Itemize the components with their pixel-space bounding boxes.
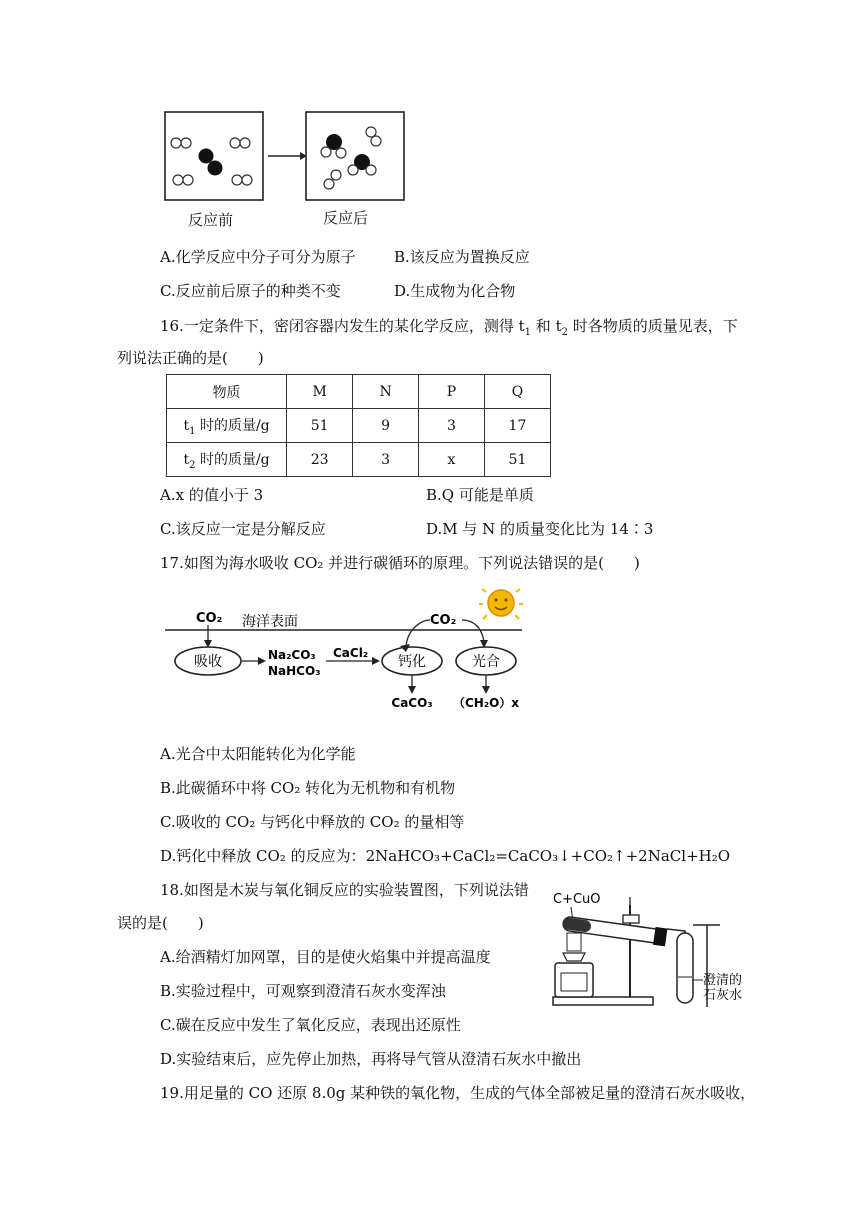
q18-option-d: D.实验结束后，应先停止加热，再将导气管从澄清石灰水中撤出: [160, 1050, 582, 1068]
q16-mass-table: [166, 374, 551, 477]
table-cell: 51: [484, 443, 550, 477]
after-box: [306, 112, 404, 200]
row-label: $t_1$ 时的质量/g: [167, 409, 287, 443]
table-row: [167, 443, 551, 477]
caco3-label: CaCO₃: [391, 696, 433, 710]
table-cell: x: [419, 443, 485, 477]
photosynthesis-node: 光合: [472, 654, 500, 670]
table-header-row: [167, 375, 551, 409]
calcify-node: 钙化: [398, 654, 426, 670]
q15-option-a: A.化学反应中分子可分为原子: [160, 248, 356, 266]
header-cell: 物质: [167, 375, 287, 409]
table-cell: 23: [287, 443, 353, 477]
before-caption: 反应前: [188, 211, 234, 229]
q17-option-d: D.钙化中释放 CO₂ 的反应为：2NaHCO₃+CaCl₂=CaCO₃↓+CO₂↑+2NaCl+H₂O: [160, 847, 731, 865]
table-cell: 3: [353, 443, 419, 477]
q17-option-c: C.吸收的 CO₂ 与钙化中释放的 CO₂ 的量相等: [160, 813, 465, 831]
q18-stem: 18.如图是木炭与氧化铜反应的实验装置图，下列说法错: [160, 881, 529, 899]
header-cell: Q: [484, 375, 550, 409]
q18-option-c: C.碳在反应中发生了氧化反应，表现出还原性: [160, 1016, 461, 1034]
q18-option-a: A.给酒精灯加网罩，目的是使火焰集中并提高温度: [160, 948, 491, 966]
q16-stem-line2: 列说法正确的是( ): [117, 349, 264, 367]
sun-icon: [479, 586, 523, 619]
before-box: [165, 112, 263, 200]
limewater-label-1: 澄清的: [703, 973, 743, 988]
row-label: $t_2$ 时的质量/g: [167, 443, 287, 477]
ocean-surface-label: 海洋表面: [242, 614, 298, 630]
carbon-cycle-diagram: [160, 586, 540, 726]
c-cuo-label: C+CuO: [553, 892, 601, 907]
after-caption: 反应后: [323, 209, 369, 227]
header-cell: M: [287, 375, 353, 409]
table-cell: 17: [484, 409, 550, 443]
table-row: [167, 409, 551, 443]
apparatus-diagram: [545, 885, 755, 1015]
q16-option-b: B.Q 可能是单质: [426, 486, 534, 504]
q19-stem: 19.用足量的 CO 还原 8.0g 某种铁的氧化物，生成的气体全部被足量的澄清石灰水吸收，: [160, 1084, 756, 1102]
q17-option-b: B.此碳循环中将 CO₂ 转化为无机物和有机物: [160, 779, 456, 797]
wire-gauze: [567, 933, 581, 951]
na2co3-label: Na₂CO₃: [268, 648, 316, 662]
q17-stem: 17.如图为海水吸收 CO₂ 并进行碳循环的原理。下列说法错误的是( ): [160, 554, 640, 572]
q15-option-d: D.生成物为化合物: [394, 282, 516, 300]
absorb-node: 吸收: [194, 654, 222, 670]
q18-stem-line2: 误的是( ): [117, 914, 204, 932]
table-cell: 3: [419, 409, 485, 443]
cacl2-label: CaCl₂: [333, 646, 369, 660]
q16-option-d: D.M 与 N 的质量变化比为 14∶3: [426, 520, 654, 538]
table-cell: 51: [287, 409, 353, 443]
co2-out-label: CO₂: [430, 613, 457, 628]
q16-option-a: A.x 的值小于 3: [160, 486, 264, 504]
header-cell: P: [419, 375, 485, 409]
q16-option-c: C.该反应一定是分解反应: [160, 520, 326, 538]
nahco3-label: NaHCO₃: [268, 664, 321, 678]
co2-in-label: CO₂: [196, 611, 223, 626]
ch2o-label: （CH₂O）x: [452, 696, 520, 710]
header-cell: N: [353, 375, 419, 409]
q18-option-b: B.实验过程中，可观察到澄清石灰水变浑浊: [160, 982, 446, 1000]
q17-option-a: A.光合中太阳能转化为化学能: [160, 745, 356, 763]
limewater-label-2: 石灰水: [703, 988, 743, 1003]
q15-option-b: B.该反应为置换反应: [394, 248, 530, 266]
q15-option-c: C.反应前后原子的种类不变: [160, 282, 341, 300]
q16-stem: 16.一定条件下，密闭容器内发生的某化学反应，测得 $t_1$ 和 $t_2$ 时各物质的质量见表，下: [160, 317, 738, 338]
table-cell: 9: [353, 409, 419, 443]
